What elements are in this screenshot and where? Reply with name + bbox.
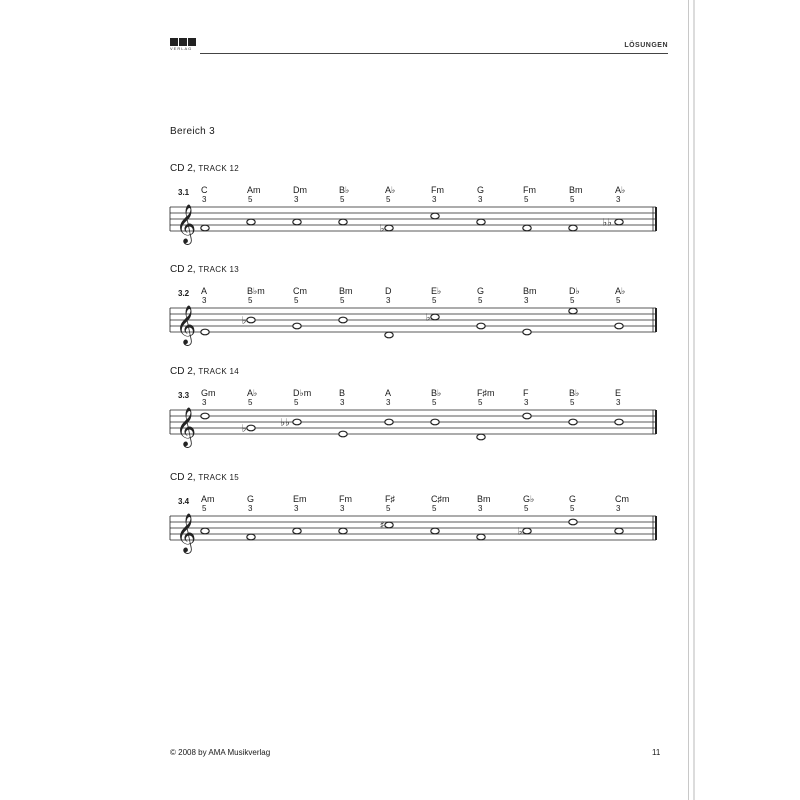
chord-fret: 3 [616, 195, 621, 204]
chord-fret: 3 [432, 195, 437, 204]
chord-name: F♯m [477, 388, 495, 398]
chord-fret: 5 [202, 504, 207, 513]
chord-fret: 3 [524, 296, 529, 305]
whole-note [339, 219, 347, 225]
chord-fret: 5 [386, 504, 391, 513]
chord-fret: 3 [340, 398, 345, 407]
chord-fret: 5 [478, 398, 483, 407]
accidental: ♭♭ [602, 217, 612, 229]
accidental: ♭ [517, 526, 523, 538]
whole-note [339, 317, 347, 323]
track-cd-label: CD 2, [170, 163, 199, 174]
whole-note [201, 225, 209, 231]
accidental: ♭ [425, 312, 431, 324]
chord-fret: 5 [616, 296, 621, 305]
chord-fret: 5 [294, 296, 299, 305]
page-edge-shadow [693, 0, 695, 800]
whole-note [380, 521, 394, 532]
whole-note [247, 534, 255, 540]
whole-note [242, 316, 256, 327]
track-cd-label: CD 2, [170, 472, 199, 483]
whole-note [523, 329, 531, 335]
chord-name: Fm [431, 185, 444, 195]
chord-name: Dm [293, 185, 307, 195]
treble-clef-icon: 𝄞 [176, 407, 197, 447]
whole-note [339, 528, 347, 534]
chord-fret: 5 [340, 195, 345, 204]
whole-note [477, 219, 485, 225]
footer-page-number: 11 [652, 748, 661, 757]
chord-name: E♭ [431, 286, 442, 296]
chord-name: A [385, 388, 392, 398]
whole-note [385, 419, 393, 425]
track-number-label: TRACK 12 [198, 164, 239, 173]
whole-note [385, 332, 393, 338]
chord-name: G [247, 494, 255, 504]
chord-name: B♭ [339, 185, 350, 195]
chord-name: F♯ [385, 494, 395, 504]
chord-name: Bm [569, 185, 583, 195]
whole-note [477, 434, 485, 440]
accidental: ♭ [241, 423, 247, 435]
chord-fret: 3 [248, 504, 253, 513]
track-cd-label: CD 2, [170, 264, 199, 275]
chord-name: Bm [477, 494, 491, 504]
chord-name: D♭ [569, 286, 580, 296]
chord-fret: 3 [386, 398, 391, 407]
chord-name: Cm [615, 494, 629, 504]
track-number-label: TRACK 13 [198, 265, 239, 274]
chord-fret: 3 [340, 504, 345, 513]
chord-name: Fm [339, 494, 352, 504]
chord-fret: 3 [202, 195, 207, 204]
whole-note [477, 534, 485, 540]
logo-subtext: VERLAG [170, 46, 193, 51]
chord-fret: 5 [524, 504, 529, 513]
chord-fret: 5 [570, 504, 575, 513]
treble-clef-icon: 𝄞 [176, 305, 197, 345]
chord-fret: 5 [432, 504, 437, 513]
music-staff [170, 404, 660, 447]
accidental: ♭ [241, 315, 247, 327]
chord-fret: 5 [524, 195, 529, 204]
chord-name: A♭ [615, 286, 626, 296]
page-edge-line [688, 0, 689, 800]
exercise-number: 3.4 [178, 497, 190, 506]
chord-fret: 3 [202, 296, 207, 305]
whole-note [523, 225, 531, 231]
whole-note [477, 323, 485, 329]
whole-note [431, 419, 439, 425]
track-number-label: TRACK 15 [198, 473, 239, 482]
whole-note [201, 528, 209, 534]
chord-name: G [569, 494, 577, 504]
accidental: ♭♭ [280, 417, 290, 429]
whole-note [293, 528, 301, 534]
exercise-number: 3.2 [178, 289, 190, 298]
chord-name: Gm [201, 388, 216, 398]
chord-name: B♭m [247, 286, 265, 296]
chord-fret: 3 [524, 398, 529, 407]
chord-fret: 5 [248, 195, 253, 204]
whole-note [431, 213, 439, 219]
chord-name: Bm [339, 286, 353, 296]
music-staff [170, 201, 660, 244]
chord-fret: 5 [294, 398, 299, 407]
track-title [170, 264, 239, 275]
chord-name: C [201, 185, 208, 195]
track-title [170, 472, 239, 483]
chord-fret: 5 [340, 296, 345, 305]
chord-fret: 5 [248, 296, 253, 305]
whole-note [201, 413, 209, 419]
chord-name: Cm [293, 286, 307, 296]
chord-fret: 5 [432, 398, 437, 407]
logo-mark [170, 38, 198, 46]
treble-clef-icon: 𝄞 [176, 513, 197, 553]
chord-name: B♭ [569, 388, 580, 398]
chord-name: G [477, 185, 485, 195]
chord-fret: 5 [570, 195, 575, 204]
exercise-number: 3.3 [178, 391, 190, 400]
chord-fret: 3 [616, 398, 621, 407]
chord-fret: 3 [616, 504, 621, 513]
whole-note [569, 519, 577, 525]
chord-name: A♭ [247, 388, 258, 398]
chord-name: G♭ [523, 494, 535, 504]
chord-fret: 5 [386, 195, 391, 204]
track-number-label: TRACK 14 [198, 367, 239, 376]
chord-name: D♭m [293, 388, 312, 398]
whole-note [615, 419, 623, 425]
section-title: Bereich 3 [170, 126, 215, 137]
chord-name: A [201, 286, 208, 296]
whole-note [242, 424, 256, 435]
whole-note [380, 224, 394, 235]
whole-note [201, 329, 209, 335]
whole-note [280, 418, 301, 429]
chord-fret: 5 [248, 398, 253, 407]
whole-note [426, 313, 440, 324]
chord-fret: 3 [478, 195, 483, 204]
treble-clef-icon: 𝄞 [176, 204, 197, 244]
exercise-number: 3.1 [178, 188, 190, 197]
whole-note [247, 219, 255, 225]
chord-name: G [477, 286, 485, 296]
track-cd-label: CD 2, [170, 366, 199, 377]
chord-name: Am [201, 494, 215, 504]
chord-fret: 5 [570, 296, 575, 305]
whole-note [569, 419, 577, 425]
chord-name: E [615, 388, 622, 398]
chord-name: A♭ [615, 185, 626, 195]
music-staff [170, 510, 660, 553]
whole-note [523, 413, 531, 419]
chord-fret: 3 [294, 504, 299, 513]
publisher-logo [170, 38, 198, 52]
whole-note [293, 219, 301, 225]
chord-fret: 5 [478, 296, 483, 305]
whole-note [431, 528, 439, 534]
chord-fret: 3 [386, 296, 391, 305]
chord-fret: 5 [570, 398, 575, 407]
whole-note [293, 323, 301, 329]
music-staff [170, 302, 660, 345]
track-title [170, 163, 239, 174]
track-title [170, 366, 239, 377]
chord-name: F [523, 388, 529, 398]
header-section-label: LÖSUNGEN [624, 42, 668, 49]
chord-fret: 3 [294, 195, 299, 204]
chord-fret: 3 [202, 398, 207, 407]
whole-note [615, 323, 623, 329]
chord-fret: 5 [432, 296, 437, 305]
header-rule [200, 53, 668, 54]
whole-note [569, 225, 577, 231]
accidental: ♯ [379, 520, 385, 532]
chord-name: B♭ [431, 388, 442, 398]
chord-name: D [385, 286, 392, 296]
chord-fret: 3 [478, 504, 483, 513]
chord-name: C♯m [431, 494, 450, 504]
chord-name: B [339, 388, 346, 398]
chord-name: Fm [523, 185, 536, 195]
chord-name: Em [293, 494, 307, 504]
accidental: ♭ [379, 223, 385, 235]
chord-name: A♭ [385, 185, 396, 195]
footer-copyright: © 2008 by AMA Musikverlag [170, 748, 271, 757]
chord-name: Bm [523, 286, 537, 296]
whole-note [518, 527, 532, 538]
whole-note [569, 308, 577, 314]
chord-name: Am [247, 185, 261, 195]
whole-note [615, 528, 623, 534]
whole-note [339, 431, 347, 437]
